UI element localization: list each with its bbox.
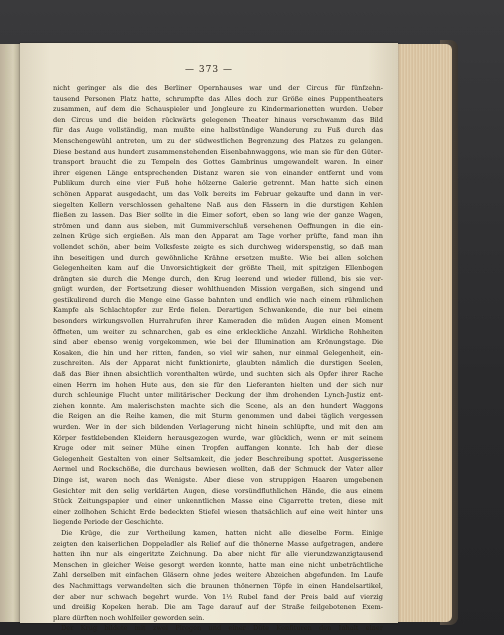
text-line: Publikum durch eine vier Fuß hohe hölzerne Galerie getrennt. Man hatte sich einen: [53, 179, 383, 188]
text-line: ihn beseitigen und durch gewöhnliche Krähne ersetzen mußte. Wie bei allen solchen: [53, 253, 383, 262]
text-line: ihrer eigenen Länge entsprechenden Distanz waren sie von einander entfernt und vom: [53, 168, 383, 177]
text-line: liegende Periode der Geschichte.: [53, 518, 164, 527]
text-line: vollendet schön, aber beim Volksfeste zeigte es sich durchweg widerspenstig, so daß man: [53, 242, 383, 251]
text-line: Menschengewühl antreten, um zu der südwestlichen Begrenzung des Platzes zu gelangen.: [53, 136, 383, 145]
page-block-edge: [392, 44, 452, 622]
text-line: tausend Personen Platz hatte, schrumpfte das Alles doch zur Größe eines Puppentheaters: [53, 94, 383, 103]
text-line: Stück Zeitungspapier und einer unkenntlichen Masse eine Cigarrette treten, diese mit: [53, 497, 383, 506]
text-line: zuschreiten. Als der Apparat nicht funktionirte, glaubten nämlich die durstigen Seelen,: [53, 359, 383, 368]
text-line: Gelegenheit Gestalten von einer Seltsamkeit, die jeder Beschreibung spottet. Ausgerissene: [53, 454, 383, 463]
text-line: Kosaken, die hin und her ritten, fanden, so viel wir sahen, nur einmal Gelegenheit, ein-: [53, 348, 383, 357]
text-line: Kruge oder mit seiner Mühe einen Tropfen auffangen konnte. Ich hab der diese: [53, 444, 383, 453]
text-line: ziehen konnte. Am malerischsten machte sich die Scene, als an den hundert Waggons: [53, 401, 383, 410]
text-line: Dinge ist, waren noch das Wenigste. Aber diese von struppigen Haaren umgebenen: [53, 475, 383, 484]
text-line: Zahl derselben mit einfachen Gläsern ohne jedes weitere Abzeichen abgefunden. Im Laufe: [53, 571, 383, 580]
text-line: drängten sie durch die Menge durch, den Krug leerend und wieder füllend, bis sie ver-: [53, 274, 383, 283]
text-line: für das Auge vollständig, man mußte eine halbstündige Wanderung zu Fuß durch das: [53, 126, 383, 135]
text-line: schönen Apparat ausgedacht, um das Volk bereits im Februar gekaufte und dann in ver-: [53, 189, 383, 198]
body-text: [53, 83, 383, 634]
text-line: gestikulirend durch die Menge eine Gasse bahnten und endlich wie nach einem rühmlichen: [53, 295, 383, 304]
text-line: besonders wirkungsvollen Hurrahrufen ihrer Kameraden die müden Augen einen Moment: [53, 317, 383, 326]
text-line: sind aber ebenso wenig vorgekommen, wie bei der Illumination am Krönungstage. Die: [53, 338, 383, 347]
text-line: nicht geringer als die des Berliner Opernhauses war und der Circus für fünfzehn-: [53, 84, 383, 92]
text-line: Menschen in gleicher Weise gesorgt werden konnte, hatte man eine nicht unbeträchtliche: [53, 560, 383, 569]
text-line: und dreißig Kopeken herab. Die am Tage darauf auf der Straße feilgebotenen Exem-: [53, 603, 383, 612]
text-line: zusammen, auf dem die Schauspieler und Jongleure zu Kindermarionetten wurden. Ueber: [53, 105, 383, 114]
text-line: Die Krüge, die zur Vertheilung kamen, hatten nicht alle dieselbe Form. Einige: [61, 528, 383, 537]
text-line: Der Krug bildete mit zwei Pirogen und einer Düte Konfituren den Inhalt einer: [61, 624, 383, 633]
text-line: wurden. Wer in der sich bildenden Verlagerung nicht hinein schlüpfte, und mit den am: [53, 423, 383, 431]
text-line: gnügt wurden, der Fortsetzung dieser wohlthuenden Mission vergaßen, sich singend und: [53, 285, 383, 294]
text-line: die Reigen an die Reihe kamen, die mit Sturm genommen und dabei täglich vergessen: [53, 412, 383, 421]
text-line: Aermel und Rockschöße, die durchaus bewiesen wollten, daß der Schmuck der Vater aller: [53, 465, 383, 474]
text-line: des Nachmittags verwandelten sich die braunen thönernen Töpfe in einen Handelsartikel,: [53, 581, 383, 590]
text-line: einen Herrn im hohen Hute aus, den sie für den Lieferanten hielten und der sich nur: [53, 380, 383, 389]
text-line: zelnen Krüge sich ergießen. Als man den Apparat am Tage vorher prüfte, fand man ihn: [53, 232, 383, 241]
text-line: hatten ihn nur als eingeritzte Zeichnung. Da aber nicht für alle vierundzwanzigtausend: [53, 550, 383, 559]
text-line: der aber nur schwach begehrt wurde. Von 1½ Rubel fand der Preis bald auf vierzig: [53, 592, 383, 601]
text-line: einer zollhohen Schicht Erde bedeckten Stiefel wiesen thatsächlich auf eine weit hinter uns: [53, 507, 383, 516]
text-line: den Circus und die beiden rückwärts gelegenen Theater hinaus verschwamm das Bild: [53, 115, 383, 124]
book-page: [20, 43, 398, 633]
text-line: öffneten, um weiter zu schnarchen, gab es eine erkleckliche Anzahl. Wirkliche Rohheiten: [53, 327, 383, 336]
text-line: durch schleunige Flucht unter militärischer Deckung der ihm drohenden Lynch-Justiz ent-: [53, 391, 383, 400]
page-number: — 373 —: [185, 65, 233, 75]
text-line: transport braucht die zu Tempeln des Gottes Gambrinus umgewandelt waren. In einer: [53, 158, 383, 167]
text-line: Gelegenheiten kam auf die Unvorsichtigkeit der größte Theil, mit spitzigen Ellenbogen: [53, 264, 383, 273]
text-line: daß das Bier ihnen absichtlich vorenthalten würde, und suchten sich als Opfer ihrer Rache: [53, 370, 383, 379]
text-line: strömen und dann aus sieben, mit Gummiverschluß versehenen Oeffnungen in die ein-: [53, 221, 383, 230]
text-line: Körper festklebenden Kleidern herausgezogen wurde, war glücklich, wenn er mit seinem: [53, 433, 383, 442]
text-line: siegelten Kellern verschlossen gehaltene Naß aus den Fässern in die durstigen Kehlen: [53, 200, 383, 209]
text-line: Gesichter mit den selig verklärten Augen, diese vorsündfluthlichen Hände, die aus einem: [53, 486, 383, 495]
text-line: Diese bestand aus hundert zusammenstehenden Eisenbahnwaggons, wie man sie für den Güter-: [53, 147, 383, 156]
text-line: fließen zu lassen. Das Bier sollte in die Eimer sofort, eben so lang wie der ganze Wagen,: [53, 211, 383, 220]
text-line: plare dürften noch wohlfeiler geworden sein.: [53, 613, 205, 622]
text-line: zeigten den kaiserlichen Doppeladler als Relief auf die thönerne Masse aufgetragen, andere: [53, 539, 383, 548]
text-line: Kampfe als Schlachtopfer zur Erde fielen. Derartigen Schwankende, die nur bei einem: [53, 306, 383, 315]
